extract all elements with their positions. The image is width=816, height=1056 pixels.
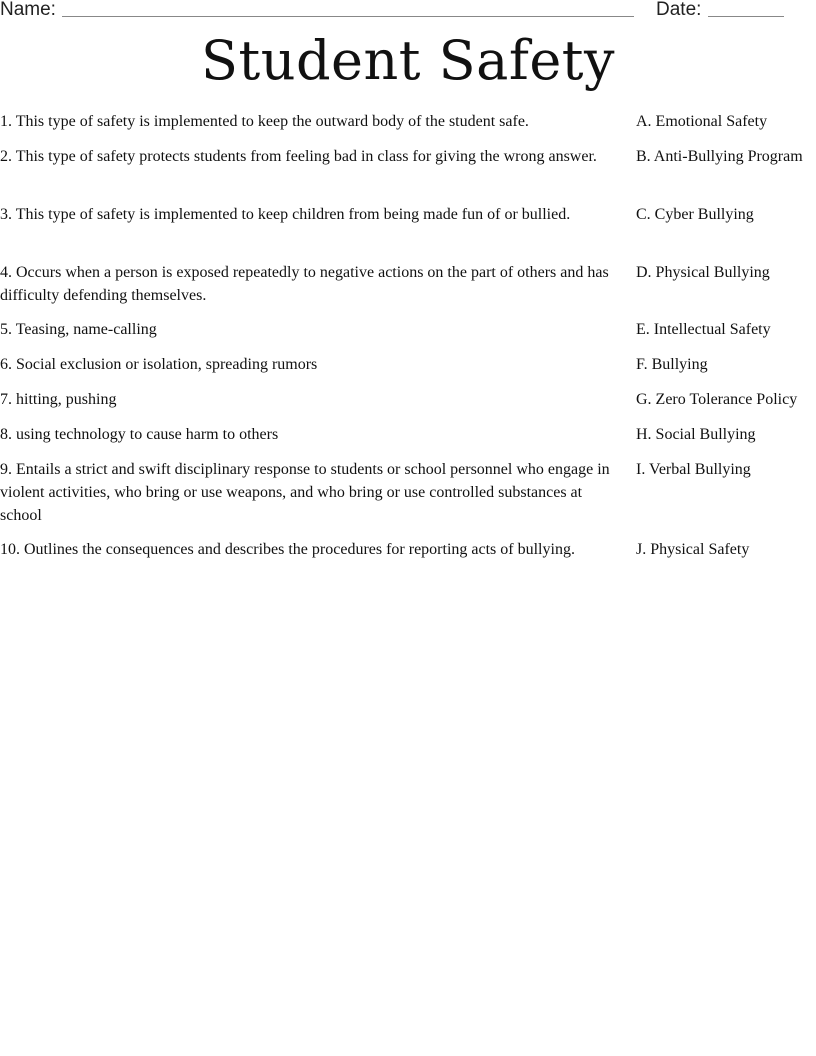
question-item: 10. Outlines the consequences and describes the procedures for reporting acts of bullying. [0, 541, 575, 558]
answer-item: A. Emotional Safety [636, 113, 768, 130]
question-item: 8. using technology to cause harm to others [0, 426, 279, 443]
question-item: 7. hitting, pushing [0, 391, 117, 408]
answer-item: C. Cyber Bullying [636, 206, 754, 223]
name-label: Name: [0, 0, 56, 20]
answer-item: D. Physical Bullying [636, 264, 770, 281]
answer-item: G. Zero Tolerance Policy [636, 391, 798, 408]
answer-item: I. Verbal Bullying [636, 461, 751, 478]
date-label: Date: [656, 0, 702, 20]
date-blank-line [708, 16, 784, 17]
question-item: 3. This type of safety is implemented to keep children from being made fun of or bullied. [0, 206, 571, 223]
answer-item: H. Social Bullying [636, 426, 756, 443]
answer-item: F. Bullying [636, 356, 708, 373]
question-item: 5. Teasing, name-calling [0, 321, 157, 338]
question-item: 1. This type of safety is implemented to keep the outward body of the student safe. [0, 113, 529, 130]
question-item: 9. Entails a strict and swift disciplinary response to students or school personnel who engage in violent activities, who bring or use weapons, and who bring or use controlled substances at school [0, 461, 610, 524]
name-blank-line [62, 16, 634, 17]
answer-item: B. Anti-Bullying Program [636, 148, 803, 165]
answer-item: E. Intellectual Safety [636, 321, 771, 338]
question-item: 4. Occurs when a person is exposed repeatedly to negative actions on the part of others and has difficulty defending themselves. [0, 264, 609, 304]
worksheet-header [0, 0, 816, 22]
question-item: 6. Social exclusion or isolation, spreading rumors [0, 356, 318, 373]
page-title: Student Safety [201, 29, 615, 92]
question-item: 2. This type of safety protects students from feeling bad in class for giving the wrong answer. [0, 148, 597, 165]
answer-item: J. Physical Safety [636, 541, 750, 558]
